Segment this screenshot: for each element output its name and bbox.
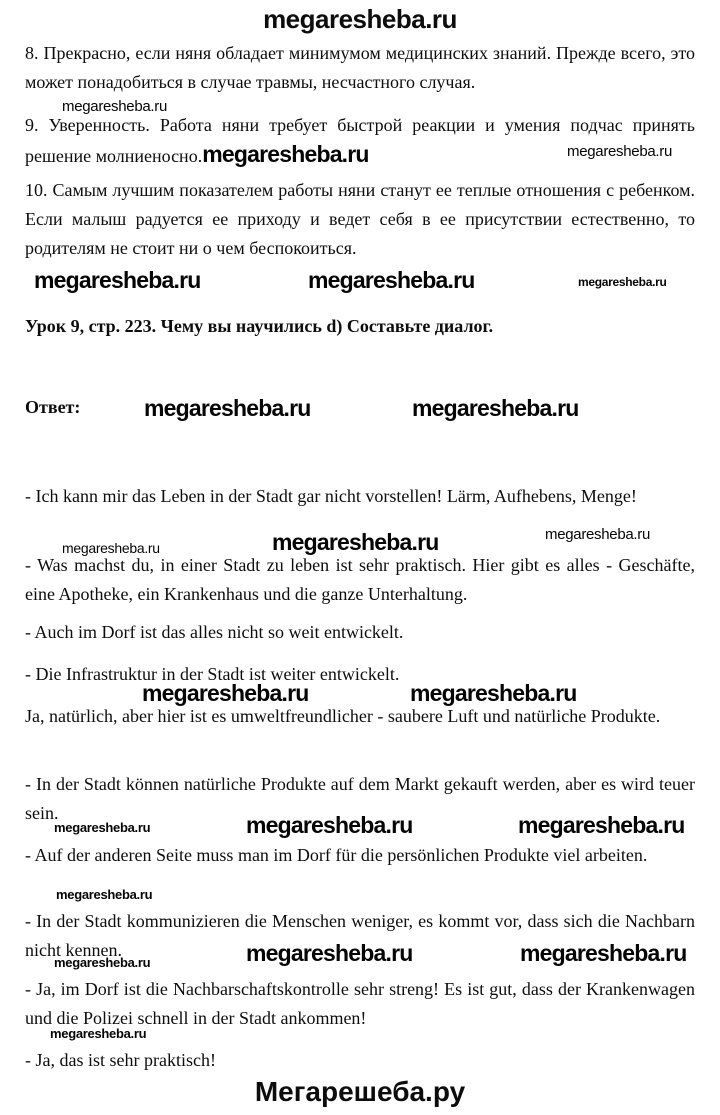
paragraph-8: 8. Прекрасно, если няня обладает минимумом медицинских знаний. Прежде всего, это может понадобиться в случае травмы, несчастного случая.: [25, 43, 695, 92]
watermark: megaresheba.ru: [308, 267, 475, 293]
watermark: megaresheba.ru: [518, 812, 685, 838]
watermark: megaresheba.ru: [410, 680, 577, 706]
answer-label: Ответ:: [25, 397, 81, 417]
watermark: megaresheba.ru: [34, 267, 201, 293]
dialog-line-3: - Auch im Dorf ist das alles nicht so weit entwickelt.: [25, 622, 404, 642]
dialog-line-5: Ja, natürlich, aber hier ist es umweltfreundlicher - saubere Luft und natürliche Produkte.: [25, 706, 661, 726]
watermark: megaresheba.ru: [567, 143, 673, 160]
site-header-watermark: megaresheba.ru: [263, 4, 457, 34]
watermark: megaresheba.ru: [545, 526, 651, 543]
dialog-line-7: - Auf der anderen Seite muss man im Dorf für die persönlichen Produkte viel arbeiten.: [25, 845, 648, 865]
watermark: megaresheba.ru: [578, 275, 667, 289]
paragraph-10: 10. Самым лучшим показателем работы няни станут ее теплые отношения с ребенком. Если малыш радуется ее приходу и ведет себя в ее присутствии естественно, то родителям не стоит ни о чем беспокоиться.: [25, 180, 695, 258]
watermark: megaresheba.ru: [54, 820, 151, 835]
watermark: megaresheba.ru: [62, 98, 168, 115]
dialog-line-8: - In der Stadt kommunizieren die Menschen weniger, es kommt vor, dass sich die Nachbarn nicht kennen.: [25, 911, 695, 960]
paragraph-9-text: 9. Уверенность. Работа няни требует быстрой реакции и умения подчас принять решение молниеносно.: [25, 115, 695, 166]
watermark: megaresheba.ru: [246, 812, 413, 838]
watermark: megaresheba.ru: [520, 940, 687, 966]
dialog-line-1: - Ich kann mir das Leben in der Stadt gar nicht vorstellen! Lärm, Aufhebens, Menge!: [25, 486, 637, 506]
watermark-inline: megaresheba.ru: [202, 141, 369, 167]
watermark: megaresheba.ru: [54, 955, 151, 970]
watermark: megaresheba.ru: [272, 529, 439, 555]
lesson-heading: Урок 9, стр. 223. Чему вы научились d) Составьте диалог.: [25, 316, 494, 336]
site-footer-title: Мегарешеба.ру: [254, 1076, 466, 1107]
dialog-line-10: - Ja, das ist sehr praktisch!: [25, 1050, 216, 1070]
dialog-line-9: - Ja, im Dorf ist die Nachbarschaftskontrolle sehr streng! Es ist gut, dass der Krankenwagen und die Polizei schnell in der Stadt ankommen!: [25, 979, 695, 1028]
dialog-line-6: - In der Stadt können natürliche Produkte auf dem Markt gekauft werden, aber es wird teuer sein.: [25, 774, 695, 823]
watermark: megaresheba.ru: [50, 1026, 147, 1041]
watermark: megaresheba.ru: [246, 940, 413, 966]
watermark: megaresheba.ru: [142, 680, 309, 706]
watermark: megaresheba.ru: [56, 887, 153, 902]
paragraph-9: [25, 111, 695, 171]
watermark: megaresheba.ru: [412, 395, 579, 421]
watermark: megaresheba.ru: [62, 540, 160, 556]
watermark: megaresheba.ru: [144, 395, 311, 421]
dialog-line-4: - Die Infrastruktur in der Stadt ist weiter entwickelt.: [25, 664, 400, 684]
dialog-line-2: - Was machst du, in einer Stadt zu leben ist sehr praktisch. Hier gibt es alles - Geschäfte, eine Apotheke, ein Krankenhaus und die ganze Unterhaltung.: [25, 555, 695, 604]
